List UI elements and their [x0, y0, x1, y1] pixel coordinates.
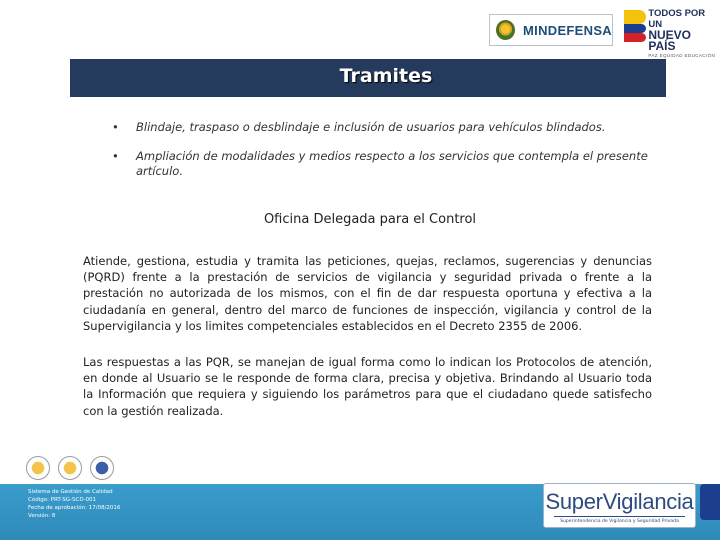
footer-info-line: Fecha de aprobación: 17/08/2016 [28, 505, 121, 511]
footer-info-line: Código: PRT-SG-SCD-001 [28, 497, 97, 503]
brand-divider [554, 516, 685, 517]
procedures-list [112, 120, 652, 193]
footer-info-line: Versión: 8 [28, 513, 56, 519]
certification-logos [26, 456, 114, 480]
footer-info [28, 488, 120, 520]
section-heading: Oficina Delegada para el Control [263, 212, 477, 227]
certification-badge-icon [26, 456, 50, 480]
paragraph-description: Atiende, gestiona, estudia y tramita las peticiones, quejas, reclamos, sugerencias y denuncias (PQRD) frente a la prestación de servicios de vigilancia y seguridad privada o frente a la prestación no autorizada de los mismos, con el fin de dar respuesta oportuna y efectiva a la ciudadanía en general, dentro del marco de funciones de inspección, vigilancia y control de la Supervigilancia y los limites competenciales establecidos en el Decreto 2355 de 2006. [83, 254, 652, 333]
certification-badge-icon [90, 456, 114, 480]
brand-name: SuperVigilancia [545, 489, 694, 514]
gov-logo-line3: PAZ EQUIDAD EDUCACIÓN [648, 53, 716, 58]
footer-info-line: Sistema de Gestión de Calidad [28, 489, 113, 495]
brand-subtitle: Superintendencia de Vigilancia y Seguridad Privada [560, 519, 679, 524]
page-title: Tramites [339, 65, 433, 87]
list-item [112, 120, 652, 135]
gov-logo-line2: NUEVO PAÍS [648, 28, 692, 53]
paragraph-responses: Las respuestas a las PQR, se manejan de igual forma como lo indican los Protocolos de atención, en donde al Usuario se le responde de forma clara, precisa y objetiva. Brindando al Usuario toda la Información que requiera y siguiendo los parámetros para que el ciudadano quede satisfecho con la gestión realizada. [83, 355, 652, 418]
mindefensa-logo [489, 14, 613, 46]
government-logo [624, 8, 716, 58]
title-banner [70, 59, 666, 97]
bullet-icon: • [112, 149, 119, 163]
corner-accent [700, 484, 720, 520]
colombia-flag-icon [624, 8, 644, 44]
bullet-icon: • [112, 120, 119, 134]
list-item [112, 149, 652, 179]
certification-badge-icon [58, 456, 82, 480]
supervigilancia-logo [543, 483, 696, 528]
list-item-text: Ampliación de modalidades y medios respecto a los servicios que contempla el presente artículo. [136, 149, 648, 178]
colombia-seal-icon [496, 20, 515, 40]
list-item-text: Blindaje, traspaso o desblindaje e inclusión de usuarios para vehículos blindados. [136, 120, 606, 134]
mindefensa-logo-text: MINDEFENSA [523, 22, 612, 38]
gov-logo-line1: TODOS POR UN [648, 8, 706, 30]
